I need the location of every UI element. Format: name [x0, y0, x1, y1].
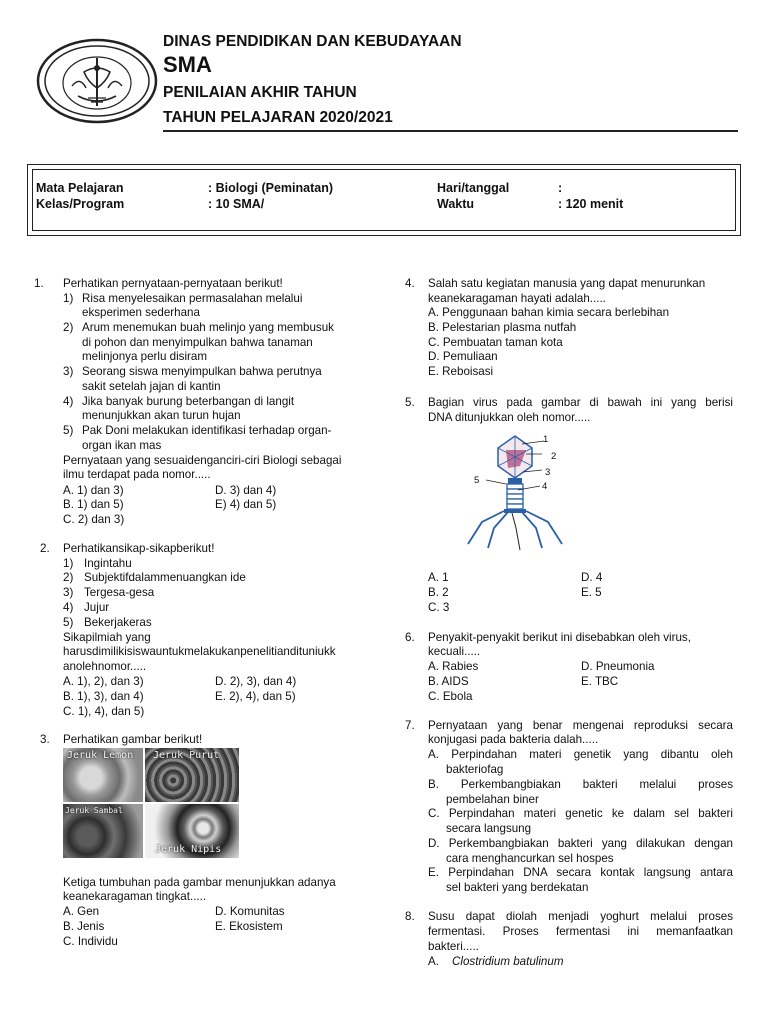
option-e[interactable]: E. Reboisasi: [428, 365, 494, 378]
question-stem: Sikapilmiah yang: [63, 631, 151, 644]
question-number: 1.: [34, 277, 44, 290]
option-a[interactable]: A. 1: [428, 571, 449, 584]
item-number: 2): [63, 321, 74, 334]
lime-photo: [145, 804, 239, 858]
question-text: keanekaragaman hayati adalah.....: [428, 292, 606, 305]
option-d[interactable]: D. Pemuliaan: [428, 350, 498, 363]
question-text: Perhatikan gambar berikut!: [63, 733, 203, 746]
time-value: : 120 menit: [558, 197, 624, 211]
calamansi-photo: [63, 804, 143, 858]
option-e[interactable]: E. TBC: [581, 675, 619, 688]
option-a-letter[interactable]: A.: [428, 955, 439, 968]
option-b[interactable]: B. 2: [428, 586, 449, 599]
diagram-label-3: 3: [545, 467, 551, 478]
option-a[interactable]: A. Perpindahan materi genetik yang dibantu oleh: [428, 748, 733, 761]
bacteriophage-diagram: [460, 432, 570, 552]
photo-caption: Jeruk Nipis: [155, 844, 222, 855]
item-number: 5): [63, 616, 74, 629]
item-number: 2): [63, 571, 74, 584]
item-text: Arum menemukan buah melinjo yang membusuk: [82, 321, 334, 334]
subject-value: : Biologi (Peminatan): [208, 181, 333, 195]
header-agency: DINAS PENDIDIKAN DAN KEBUDAYAAN: [163, 33, 462, 50]
option-d[interactable]: D. Perkembangbiakan bakteri yang dilakukan dengan: [428, 837, 733, 850]
question-stem: Pernyataan yang sesuaidenganciri-ciri Biologi sebagai: [63, 454, 342, 467]
option-b[interactable]: B. 1), 3), dan 4): [63, 690, 144, 703]
item-number: 4): [63, 601, 74, 614]
photo-caption: Jeruk Purut: [153, 750, 220, 761]
option-b[interactable]: B. Jenis: [63, 920, 105, 933]
option-a[interactable]: A. Gen: [63, 905, 100, 918]
option-c[interactable]: C. 3: [428, 601, 450, 614]
diagram-label-2: 2: [551, 451, 557, 462]
option-c[interactable]: C. Pembuatan taman kota: [428, 336, 563, 349]
option-a[interactable]: Clostridium batulinum: [452, 955, 564, 968]
item-number: 1): [63, 557, 74, 570]
diagram-label-5: 5: [474, 475, 480, 486]
item-text: Subjektifdalammenuangkan ide: [84, 571, 246, 584]
item-number: 4): [63, 395, 74, 408]
option-d-cont[interactable]: cara menghancurkan sel hospes: [446, 852, 614, 865]
item-number: 5): [63, 424, 74, 437]
option-c-cont[interactable]: secara langsung: [446, 822, 532, 835]
question-text: Perhatikan pernyataan-pernyataan berikut!: [63, 277, 283, 290]
option-e[interactable]: E) 4) dan 5): [215, 498, 277, 511]
question-text: Bagian virus pada gambar di bawah ini yang berisi: [428, 396, 733, 409]
question-text: Pernyataan yang benar mengenai reproduksi secara: [428, 719, 733, 732]
option-e[interactable]: E. Ekosistem: [215, 920, 283, 933]
option-b[interactable]: B. AIDS: [428, 675, 469, 688]
header-year: TAHUN PELAJARAN 2020/2021: [163, 109, 393, 126]
question-text: bakteri.....: [428, 940, 479, 953]
header-school: SMA: [163, 52, 212, 77]
day-value: :: [558, 181, 563, 195]
option-c[interactable]: C. Individu: [63, 935, 118, 948]
question-number: 7.: [405, 719, 415, 732]
question-stem: Ketiga tumbuhan pada gambar menunjukkan adanya: [63, 876, 336, 889]
school-logo: [36, 38, 158, 124]
header-rule: [163, 130, 738, 132]
option-c[interactable]: C. 2) dan 3): [63, 513, 125, 526]
question-number: 3.: [40, 733, 50, 746]
option-d[interactable]: D. 4: [581, 571, 603, 584]
option-d[interactable]: D. 2), 3), dan 4): [215, 675, 297, 688]
question-text: kecuali.....: [428, 645, 481, 658]
diagram-label-4: 4: [542, 481, 548, 492]
kaffir-lime-photo: [145, 748, 239, 802]
option-a-cont[interactable]: bakteriofag: [446, 763, 504, 776]
question-number: 8.: [405, 910, 415, 923]
exam-info-box: [27, 164, 741, 236]
option-d[interactable]: D. 3) dan 4): [215, 484, 277, 497]
time-label: Waktu: [437, 197, 475, 211]
question-text: fermentasi. Proses fermentasi ini memanfaatkan: [428, 925, 733, 938]
option-e[interactable]: E. 5: [581, 586, 602, 599]
item-text: Ingintahu: [84, 557, 132, 570]
option-e[interactable]: E. Perpindahan DNA secara kontak langsung antara: [428, 866, 733, 879]
item-number: 3): [63, 586, 74, 599]
day-label: Hari/tanggal: [437, 181, 510, 195]
option-c[interactable]: C. 1), 4), dan 5): [63, 705, 145, 718]
question-stem: anolehnomor.....: [63, 660, 147, 673]
item-text: eksperimen sederhana: [82, 306, 200, 319]
header-exam: PENILAIAN AKHIR TAHUN: [163, 84, 357, 101]
option-b[interactable]: B. Pelestarian plasma nutfah: [428, 321, 577, 334]
item-number: 1): [63, 292, 74, 305]
item-text: Risa menyelesaikan permasalahan melalui: [82, 292, 303, 305]
photo-caption: Jeruk Sambal: [65, 806, 123, 815]
class-value: : 10 SMA/: [208, 197, 265, 211]
item-text: Jika banyak burung beterbangan di langit: [82, 395, 295, 408]
item-text: sakit setelah jajan di kantin: [82, 380, 221, 393]
question-number: 5.: [405, 396, 415, 409]
item-text: Bekerjakeras: [84, 616, 152, 629]
class-label: Kelas/Program: [36, 197, 125, 211]
item-text: Jujur: [84, 601, 110, 614]
item-text: menunjukkan akan turun hujan: [82, 409, 241, 422]
option-a[interactable]: A. 1) dan 3): [63, 484, 124, 497]
question-text: konjugasi pada bakteria dalah.....: [428, 733, 599, 746]
question-stem: harusdimilikisiswauntukmelakukanpenelitiandituniukk: [63, 645, 336, 658]
diagram-label-1: 1: [543, 434, 549, 445]
question-stem: keanekaragaman tingkat.....: [63, 890, 207, 903]
question-text: Susu dapat diolah menjadi yoghurt melalui proses: [428, 910, 733, 923]
item-text: Tergesa-gesa: [84, 586, 155, 599]
question-stem: ilmu terdapat pada nomor.....: [63, 468, 211, 481]
photo-caption: Jeruk Lemon: [67, 750, 134, 761]
option-b[interactable]: B. 1) dan 5): [63, 498, 124, 511]
option-c[interactable]: C. Perpindahan materi genetic ke dalam sel bakteri: [428, 807, 733, 820]
option-e[interactable]: E. 2), 4), dan 5): [215, 690, 296, 703]
lemon-photo: [63, 748, 143, 802]
question-text: Salah satu kegiatan manusia yang dapat menurunkan: [428, 277, 706, 290]
option-e-cont[interactable]: sel bakteri yang berdekatan: [446, 881, 589, 894]
option-c[interactable]: C. Ebola: [428, 690, 473, 703]
subject-label: Mata Pelajaran: [36, 181, 124, 195]
question-number: 6.: [405, 631, 415, 644]
option-a[interactable]: A. Penggunaan bahan kimia secara berlebihan: [428, 306, 670, 319]
item-text: organ ikan mas: [82, 439, 162, 452]
question-text: DNA ditunjukkan oleh nomor.....: [428, 411, 591, 424]
option-a[interactable]: A. Rabies: [428, 660, 479, 673]
option-b-cont[interactable]: pembelahan biner: [446, 793, 539, 806]
item-text: melinjonya perlu disiram: [82, 350, 208, 363]
option-d[interactable]: D. Komunitas: [215, 905, 285, 918]
item-text: Pak Doni melakukan identifikasi terhadap organ-: [82, 424, 332, 437]
question-number: 4.: [405, 277, 415, 290]
item-text: Seorang siswa menyimpulkan bahwa perutnya: [82, 365, 322, 378]
item-text: di pohon dan menyimpulkan bahwa tanaman: [82, 336, 313, 349]
question-number: 2.: [40, 542, 50, 555]
item-number: 3): [63, 365, 74, 378]
question-text: Penyakit-penyakit berikut ini disebabkan oleh virus,: [428, 631, 691, 644]
option-a[interactable]: A. 1), 2), dan 3): [63, 675, 144, 688]
option-b[interactable]: B. Perkembangbiakan bakteri melalui proses: [428, 778, 733, 791]
question-text: Perhatikansikap-sikapberikut!: [63, 542, 215, 555]
option-d[interactable]: D. Pneumonia: [581, 660, 655, 673]
